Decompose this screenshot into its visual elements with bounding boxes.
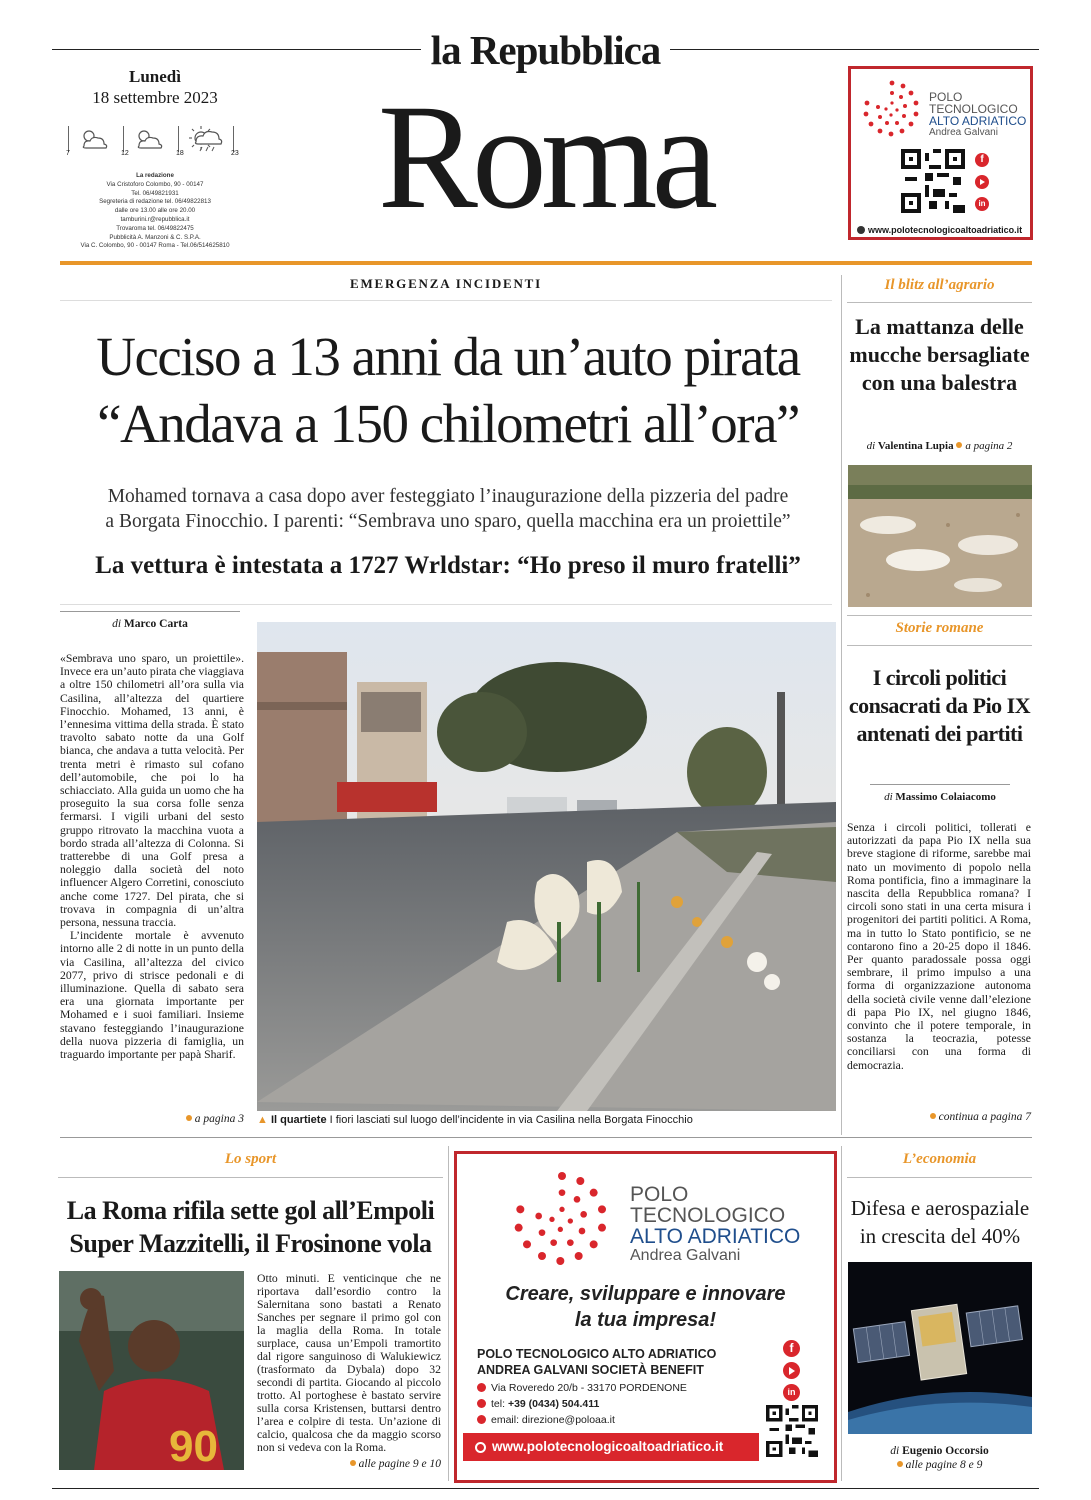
divider [60, 604, 832, 605]
headline-line: La Roma rifila sette gol all’Empoli [66, 1196, 435, 1225]
side2-byline [870, 784, 1010, 803]
divider [847, 1177, 1032, 1178]
jump-text: alle pagine 9 e 10 [358, 1458, 441, 1470]
polo-logo-icon [859, 77, 925, 143]
byline-prefix: di [112, 618, 122, 630]
redazione-line: La redazione [136, 172, 174, 179]
redazione-line: Trovaroma tel. 06/49822475 [116, 224, 194, 232]
headline-line: “Andava a 150 chilometri all’ora” [97, 393, 799, 454]
linkedin-icon[interactable]: in [975, 197, 989, 211]
ad-url-bar[interactable] [463, 1433, 759, 1461]
lead-subhead: La vettura è intestata a 1727 Wrldstar: “Ho preso il muro fratelli” [95, 552, 801, 579]
sport-body: Otto minuti. E venticinque che ne riportava dall’esordio contro la Salernitana sono bastati a Renato Sanches per segnare il primo gol con la maglia della Roma. In totale surplace, causa un’Empoli tramortito dal rigore sanguinoso di Walukiewicz (trasformato da Dybala) dopo 32 secondi di partita. Giocando al piccolo trotto. Al portoghese è bastato servire sulla corsa Kristensen, buttarsi dentro l’area e colpire di testa. Un’azione di calcio, qualcosa che da maggio scorso non si vedeva con la Roma. [257, 1272, 441, 1454]
side2-jump[interactable] [847, 1111, 1031, 1123]
slogan-line: la tua impresa! [574, 1309, 717, 1331]
deck-line: a Borgata Finocchio. I parenti: “Sembrava uno sparo, quella macchina era un proiettile” [105, 511, 791, 532]
redazione-info [60, 172, 250, 251]
globe-icon [857, 226, 865, 234]
side2-headline[interactable]: I circoli politici consacrati da Pio IX antenati dei partiti [848, 665, 1031, 746]
lead-headline[interactable] [58, 323, 838, 457]
ad-logo-text [929, 91, 1026, 138]
redazione-line: Via C. Colombo, 90 - 00147 Roma - Tel.06/514625810 [80, 242, 230, 250]
weather-strip [64, 122, 244, 162]
byline-prefix: di [884, 791, 893, 803]
side1-photo [848, 465, 1032, 607]
temp-label: 18 [176, 150, 184, 157]
ad-line: ALTO ADRIATICO [630, 1225, 801, 1248]
sport-section: Lo sport [224, 1151, 277, 1167]
ad-email[interactable] [477, 1412, 687, 1428]
jump-text: alle pagine 8 e 9 [905, 1459, 983, 1471]
side2-section: Storie romane [895, 620, 984, 636]
qr-code-icon [901, 149, 965, 213]
divider [847, 645, 1032, 646]
caption-text: I fiori lasciati sul luogo dell’incidente in via Casilina nella Borgata Finocchio [329, 1114, 693, 1126]
jump-text: continua a pagina 7 [938, 1111, 1031, 1123]
ad-line: TECNOLOGICO [929, 102, 1018, 116]
address-text: Via Roveredo 20/b - 33170 PORDENONE [491, 1382, 687, 1394]
redazione-line: Via Cristoforo Colombo, 90 - 00147 [106, 180, 204, 188]
lead-deck [58, 484, 838, 534]
column-divider [841, 1146, 842, 1481]
facebook-icon[interactable]: f [783, 1340, 800, 1357]
economia-headline[interactable]: Difesa e aerospaziale in crescita del 40% [850, 1196, 1030, 1248]
byline-name: Valentina Lupia [877, 440, 954, 452]
ad-contacts [477, 1380, 687, 1428]
ad-url-text: www.polotecnologicoaltoadriatico.it [868, 225, 1023, 235]
qr-code-icon [766, 1405, 818, 1457]
ad-line: POLO [929, 90, 963, 104]
side1-headline[interactable]: La mattanza delle mucche bersagliate con una balestra [849, 314, 1030, 395]
company-line: ANDREA GALVANI SOCIETÀ BENEFIT [477, 1363, 704, 1377]
byline-name: Massimo Colaiacomo [895, 791, 996, 803]
paper-name: la Repubblica [0, 26, 1091, 74]
byline-name: Marco Carta [123, 618, 188, 630]
ad-line: ALTO ADRIATICO [929, 114, 1027, 128]
ad-top-right[interactable] [848, 66, 1033, 240]
sport-headline[interactable] [58, 1194, 443, 1260]
row-divider [60, 1137, 1032, 1138]
day-label: Lunedì [129, 67, 181, 86]
globe-icon [475, 1442, 486, 1453]
lead-caption [257, 1114, 836, 1126]
temp-label: 23 [231, 150, 239, 157]
weather-item [64, 122, 104, 156]
ad-phone[interactable] [477, 1396, 687, 1412]
economia-section: L’economia [902, 1151, 977, 1167]
cloud-sun-icon [131, 126, 165, 152]
svg-text:90: 90 [169, 1422, 218, 1470]
sport-jump[interactable] [257, 1458, 441, 1470]
sport-photo [59, 1271, 244, 1470]
headline-line: Super Mazzitelli, il Frosinone vola [69, 1229, 432, 1258]
tel-label: tel: [491, 1398, 506, 1410]
redazione-line: dalle ore 13.00 alle ore 20.00 [114, 207, 196, 215]
polo-logo-icon [507, 1166, 617, 1276]
cloud-sun-icon [76, 126, 110, 152]
ad-company [477, 1346, 716, 1378]
ad-line: POLO [630, 1183, 689, 1206]
youtube-icon[interactable] [975, 175, 989, 189]
divider [847, 302, 1032, 303]
economia-jump[interactable] [847, 1458, 1032, 1472]
redazione-line: tamburini.r@repubblica.it [120, 215, 190, 223]
page-bottom-rule [52, 1488, 1039, 1489]
redazione-line: Segreteria di redazione tel. 06/49822813 [99, 198, 211, 206]
email-text: email: direzione@poloaa.it [491, 1414, 615, 1426]
weather-item [119, 122, 159, 156]
ad-url-text: www.polotecnologicoaltoadriatico.it [492, 1439, 724, 1454]
jump-text[interactable]: a pagina 2 [965, 440, 1013, 452]
byline-prefix: di [890, 1445, 900, 1457]
side1-byline [847, 440, 1032, 452]
football-player-image [59, 1271, 244, 1470]
column-divider [448, 1146, 449, 1481]
date-label: 18 settembre 2023 [92, 88, 218, 107]
youtube-icon[interactable] [783, 1362, 800, 1379]
date-block [60, 66, 250, 108]
column-divider [841, 275, 842, 1135]
economia-photo [848, 1262, 1032, 1434]
satellite-image [848, 1262, 1032, 1434]
facebook-icon[interactable]: f [975, 153, 989, 167]
headline-line: Ucciso a 13 anni da un’auto pirata [96, 326, 800, 387]
lead-body [60, 652, 244, 1061]
ad-bottom-center[interactable] [454, 1151, 837, 1483]
lead-kicker: EMERGENZA INCIDENTI [349, 276, 543, 291]
ad-line: TECNOLOGICO [630, 1204, 786, 1227]
pin-icon [477, 1383, 486, 1392]
temp-label: 7 [66, 150, 70, 157]
side1-section: Il blitz all’agrario [884, 277, 995, 293]
side2-body: Senza i circoli politici, tollerati e autorizzati da papa Pio IX nella sua breve stagione di riforme, sarebbe mai nato un movimento di popolo nella Roma pontificia, fino a immaginare la nascita della Repubblica romana? I circoli sono stati in una certa misura i progenitori dei partiti politici. A Roma, ma in tutto lo Stato pontificio, se ne contarono fino a 20-25 dopo il 1846. Per quanto paradossale possa oggi sembrare, il primo impulso a una forma di organizzazione autonoma della società civile venne dall’elezione di papa Pio IX, nel giugno 1846, convinto che il potere temporale, in sostanza la teocrazia, potesse conciliarsi con una forma di democrazia. [847, 821, 1031, 1072]
slogan-line: Creare, sviluppare e innovare [505, 1283, 786, 1305]
byline-prefix: di [866, 440, 876, 452]
jump-text: a pagina 3 [194, 1113, 244, 1125]
divider [58, 1177, 443, 1178]
divider [847, 615, 1032, 616]
ad-line: Andrea Galvani [630, 1247, 741, 1264]
ad-slogan [457, 1281, 834, 1333]
byline-name: Eugenio Occorsio [902, 1445, 989, 1457]
ad-address [477, 1380, 687, 1396]
redazione-line: Pubblicità A. Manzoni & C. S.P.A. [109, 233, 201, 241]
lead-jump[interactable] [60, 1113, 244, 1125]
temp-label: 12 [121, 150, 129, 157]
divider [60, 300, 832, 301]
ad-line: Andrea Galvani [929, 127, 998, 138]
mail-icon [477, 1415, 486, 1424]
body-paragraph: L’incidente mortale è avvenuto intorno alle 2 di notte in un punto della via Casilina, all’altezza del civico 2077, privo di strisce pedonali e di illuminazione. Quella di sabato sera era una giornata importante per Mohamed e i suoi familiari. Insieme stavano festeggiando l’inaugurazione della nuova pizzeria di famiglia, un traguardo importante per papà Sharif. [60, 929, 244, 1062]
phone-icon [477, 1399, 486, 1408]
lead-byline [60, 611, 240, 630]
street-flowers-image [257, 622, 836, 1111]
tel-number: +39 (0434) 504.411 [507, 1398, 600, 1410]
economia-byline [847, 1444, 1032, 1472]
linkedin-icon[interactable]: in [783, 1384, 800, 1401]
body-paragraph: «Sembrava uno sparo, un proiettile». Invece era un’auto pirata che viaggiava a oltre 150 chilometri all’ora sulla via Casilina, all’altezza del quartiere Finocchio. Mohamed, 13 anni, è l’ennesima vittima della strada. È stato travolto sabato notte da una Golf bianca, che andava a tutta velocità. Per trenta metri è rimasto sul cofano dell’automobile, che poi lo ha schiacciato. Alla guida un uomo che ha proseguito la sua corsa folle senza fermarsi. I vigili urbani del sesto gruppo ritrovato la macchina vuota a bordo strada all’altezza di Colonna. Si tratterebbe di una Golf presa a noleggio dalla società del noto influencer Algero Corretini, conosciuto anche come 1727. Del pirata, che si trovava in compagnia di un’altra persona, nessuna traccia. [60, 652, 244, 930]
cows-field-image [848, 465, 1032, 607]
lead-photo [257, 622, 836, 1111]
caption-bold: Il quartiete [270, 1114, 327, 1126]
triangle-icon: ▲ [257, 1114, 268, 1126]
deck-line: Mohamed tornava a casa dopo aver festeggiato l’inaugurazione della pizzeria del padre [107, 486, 789, 507]
masthead-orange-rule [60, 261, 1032, 265]
redazione-line: Tel. 06/49821931 [131, 189, 179, 197]
edition-title: Roma [377, 74, 713, 240]
ad-logo-text [630, 1184, 800, 1265]
weather-item [229, 122, 249, 156]
cloud-rain-icon [188, 124, 228, 154]
ad-url[interactable] [857, 225, 1022, 235]
company-line: POLO TECNOLOGICO ALTO ADRIATICO [477, 1347, 717, 1361]
